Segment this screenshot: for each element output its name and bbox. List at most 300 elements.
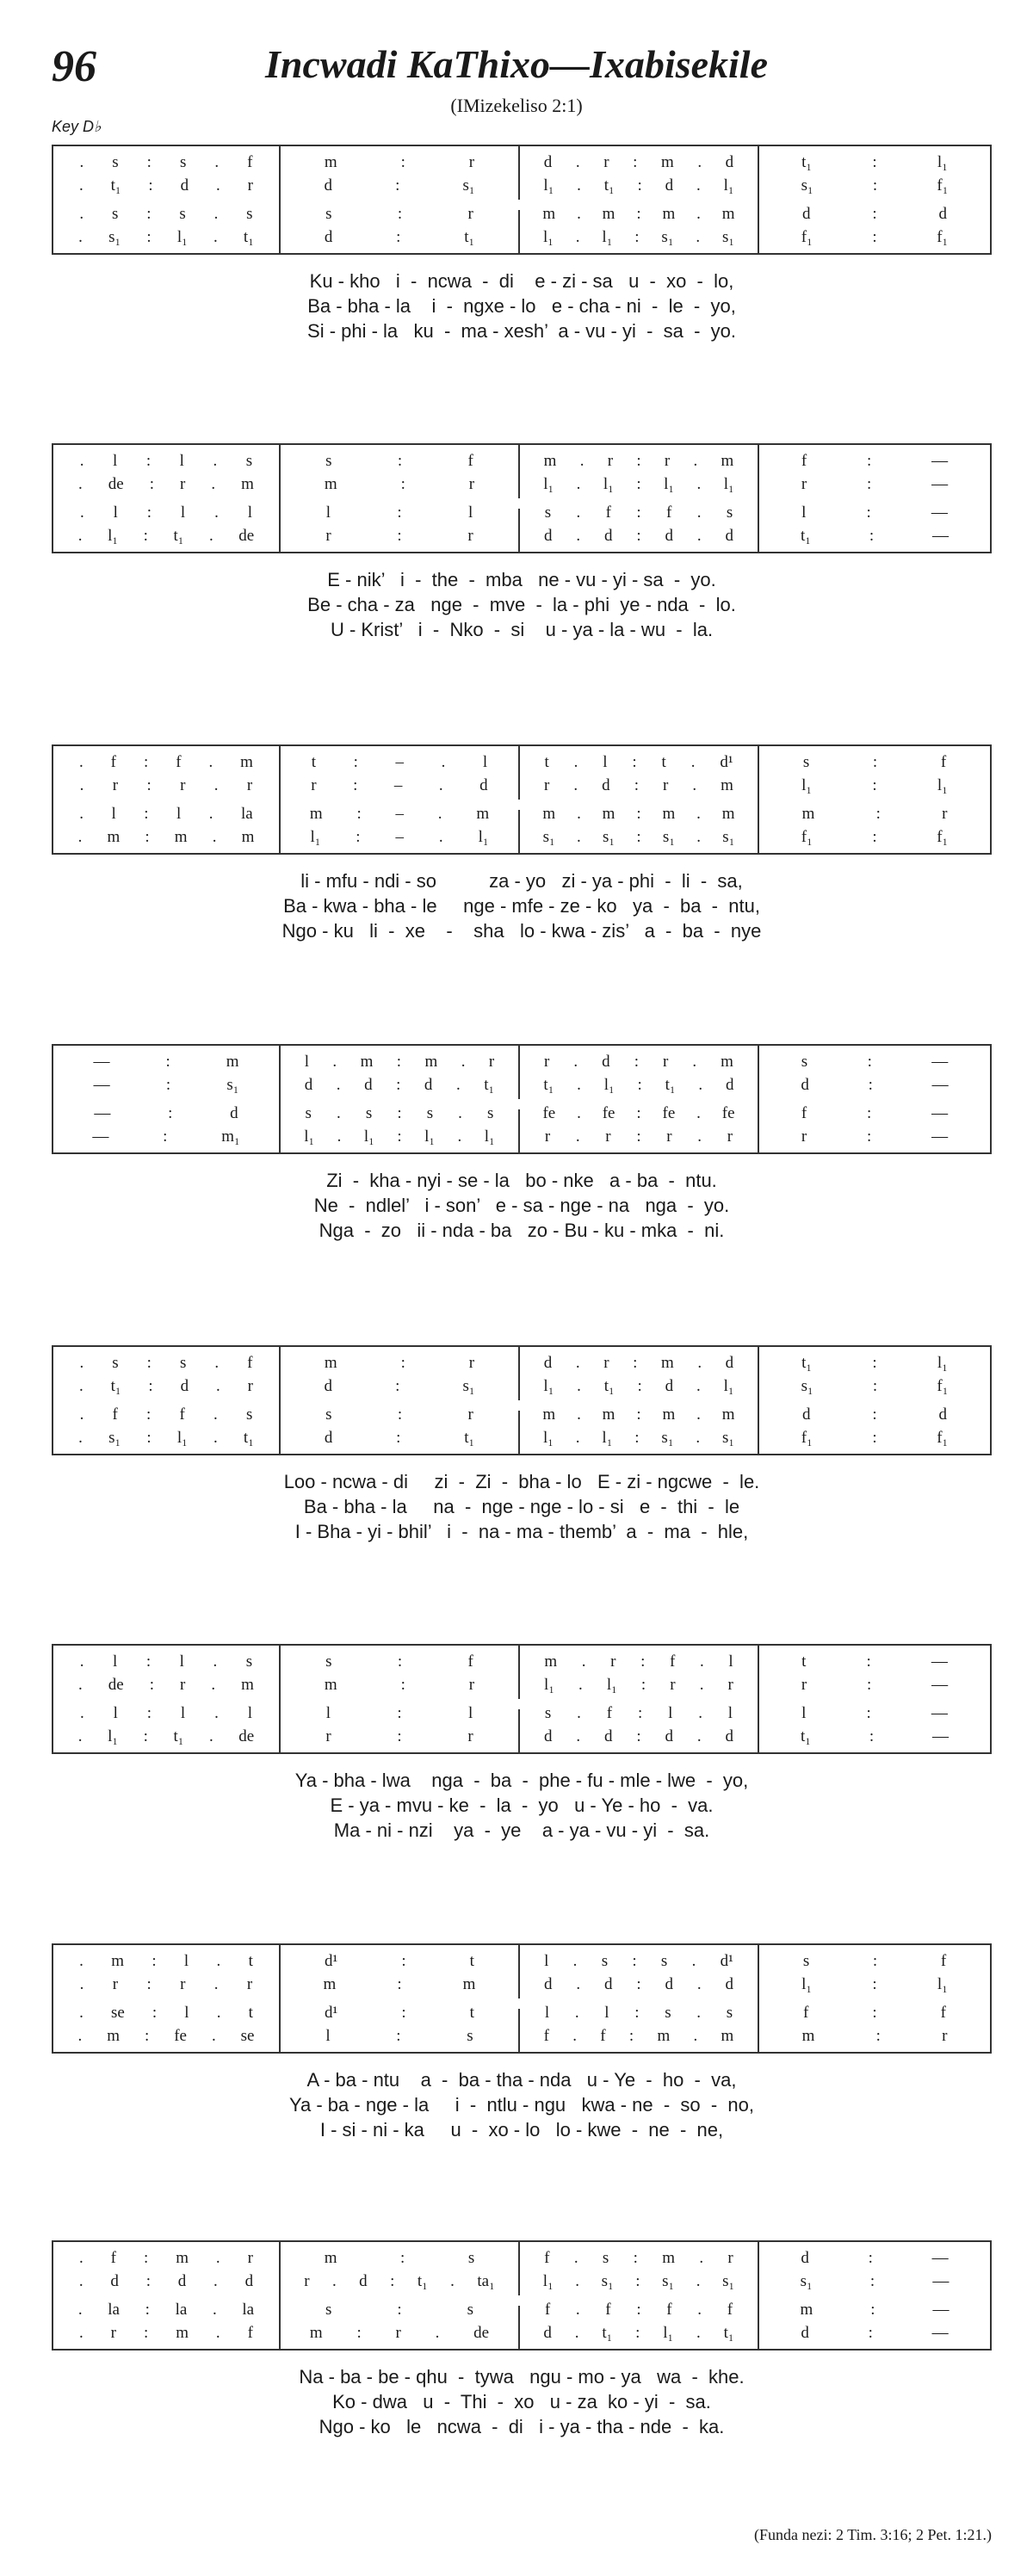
measure-notes bbox=[281, 203, 518, 225]
solfa-token: . bbox=[79, 452, 84, 470]
solfa-token: . bbox=[696, 2004, 702, 2022]
voice-part-row bbox=[53, 1404, 990, 1426]
voice-part-row bbox=[53, 226, 990, 249]
solfa-token: : bbox=[872, 1377, 878, 1395]
solfa-token: . bbox=[696, 1727, 702, 1745]
solfa-token: . bbox=[697, 2301, 702, 2319]
solfa-token: l bbox=[113, 1704, 118, 1722]
solfa-token: . bbox=[78, 2324, 84, 2342]
solfa-token: s bbox=[305, 1104, 312, 1122]
solfa-token: l₁ bbox=[176, 1429, 188, 1447]
solfa-token: r bbox=[801, 475, 807, 493]
solfa-token: : bbox=[400, 153, 405, 171]
solfa-token: . bbox=[79, 1975, 84, 1993]
solfa-token: : bbox=[148, 1377, 153, 1395]
solfa-token: s₁ bbox=[108, 228, 121, 246]
solfa-token: t₁ bbox=[173, 527, 184, 545]
measure-notes bbox=[281, 2322, 518, 2344]
solfa-token: s bbox=[325, 2301, 332, 2319]
measure-notes bbox=[520, 751, 758, 774]
solfa-token: s bbox=[487, 1104, 494, 1122]
music-system bbox=[52, 1044, 992, 1243]
solfa-token: l₁ bbox=[603, 1076, 615, 1094]
solfa-staff bbox=[52, 2240, 992, 2351]
solfa-token: d bbox=[110, 2272, 119, 2290]
solfa-token: l bbox=[180, 1704, 186, 1722]
solfa-staff bbox=[52, 1345, 992, 1455]
solfa-token: l bbox=[113, 1652, 118, 1671]
voice-part-row bbox=[53, 1126, 990, 1148]
measure-notes bbox=[520, 2322, 758, 2344]
solfa-token: : bbox=[867, 1127, 872, 1146]
solfa-token: . bbox=[574, 2324, 579, 2342]
solfa-token: t₁ bbox=[173, 1727, 184, 1745]
solfa-token: . bbox=[208, 1727, 213, 1745]
solfa-token: d bbox=[543, 2324, 552, 2342]
solfa-token: — bbox=[931, 503, 948, 522]
measure-notes bbox=[520, 1126, 758, 1148]
solfa-token: s bbox=[726, 2004, 733, 2022]
solfa-token: . bbox=[438, 776, 443, 794]
solfa-token: . bbox=[575, 1429, 580, 1447]
solfa-token: r bbox=[663, 1053, 669, 1071]
voice-part-row bbox=[53, 2270, 990, 2293]
solfa-token: : bbox=[396, 228, 401, 246]
solfa-token: f bbox=[247, 1354, 253, 1372]
solfa-token: s bbox=[467, 2249, 475, 2267]
solfa-token: d¹ bbox=[325, 1952, 338, 1970]
solfa-token: f bbox=[467, 452, 473, 470]
solfa-token: . bbox=[208, 527, 213, 545]
hymn-number: 96 bbox=[52, 42, 96, 91]
solfa-token: s₁ bbox=[662, 2272, 675, 2290]
solfa-token: d bbox=[180, 1377, 189, 1395]
voice-part-row bbox=[53, 2025, 990, 2048]
measure-notes bbox=[759, 1674, 990, 1696]
measure-notes bbox=[53, 502, 279, 524]
solfa-token: : bbox=[867, 1053, 872, 1071]
solfa-token: : bbox=[637, 1704, 643, 1722]
solfa-token: : bbox=[872, 753, 878, 771]
solfa-token: m bbox=[662, 2249, 676, 2267]
solfa-token: . bbox=[212, 828, 217, 846]
solfa-token: d¹ bbox=[325, 2004, 338, 2022]
solfa-token: . bbox=[576, 828, 581, 846]
solfa-token: d bbox=[543, 527, 553, 545]
solfa-token: . bbox=[216, 1952, 221, 1970]
solfa-token: la bbox=[241, 805, 253, 823]
measure-notes bbox=[759, 1352, 990, 1374]
lyric-line: Be - cha - za nge - mve - la - phi ye - nda - lo. bbox=[307, 594, 736, 615]
solfa-token: d bbox=[424, 1076, 433, 1094]
solfa-token: : bbox=[637, 176, 642, 195]
solfa-token: t₁ bbox=[417, 2272, 428, 2290]
solfa-token: f bbox=[247, 2324, 253, 2342]
solfa-token: t₁ bbox=[110, 1377, 121, 1395]
footnote: (Funda nezi: 2 Tim. 3:16; 2 Pet. 1:21.) bbox=[753, 2526, 992, 2543]
solfa-token: . bbox=[573, 776, 578, 794]
solfa-token: : bbox=[869, 2272, 875, 2290]
voice-part-row bbox=[53, 2322, 990, 2344]
solfa-token: s bbox=[467, 2301, 474, 2319]
solfa-token: l₁ bbox=[801, 776, 813, 794]
solfa-token: l₁ bbox=[363, 1127, 374, 1146]
solfa-token: . bbox=[577, 1377, 581, 1395]
solfa-token: f bbox=[605, 2301, 611, 2319]
solfa-token: — bbox=[931, 2249, 949, 2267]
measure-notes bbox=[281, 450, 518, 473]
solfa-token: . bbox=[78, 228, 83, 246]
solfa-token: m bbox=[324, 1676, 337, 1694]
solfa-token: l bbox=[728, 1652, 733, 1671]
measure-notes bbox=[281, 2002, 518, 2024]
solfa-token: . bbox=[696, 228, 701, 246]
measure-notes bbox=[759, 803, 990, 825]
measure-notes bbox=[53, 1702, 279, 1725]
solfa-token: l bbox=[247, 503, 253, 522]
solfa-token: m bbox=[660, 153, 674, 171]
measure-notes bbox=[53, 1726, 279, 1748]
solfa-token: f bbox=[727, 2301, 733, 2319]
measure-notes bbox=[281, 1103, 518, 1125]
solfa-token: l₁ bbox=[176, 228, 188, 246]
voice-part-row bbox=[53, 525, 990, 547]
solfa-token: m bbox=[542, 205, 556, 223]
solfa-token: r bbox=[246, 1975, 253, 1993]
solfa-token: t₁ bbox=[800, 1727, 811, 1745]
solfa-token: s₁ bbox=[108, 1429, 121, 1447]
solfa-token: . bbox=[438, 828, 443, 846]
solfa-token: r bbox=[607, 452, 614, 470]
solfa-token: l₁ bbox=[542, 228, 554, 246]
solfa-token: t₁ bbox=[801, 153, 813, 171]
solfa-token: s₁ bbox=[722, 2272, 735, 2290]
solfa-token: r bbox=[311, 776, 317, 794]
solfa-token: : bbox=[152, 1952, 157, 1970]
solfa-token: r bbox=[180, 776, 186, 794]
lyrics-block bbox=[52, 1469, 992, 1544]
measure-notes bbox=[759, 1404, 990, 1426]
lyric-line: Ne - ndlel’ i - son’ e - sa - nge - na nga - yo. bbox=[313, 1195, 730, 1216]
solfa-token: . bbox=[572, 1952, 578, 1970]
voice-part-row bbox=[53, 473, 990, 496]
measure-notes bbox=[281, 473, 518, 496]
solfa-token: t bbox=[469, 1952, 474, 1970]
measure-notes bbox=[281, 775, 518, 797]
solfa-token: . bbox=[575, 1127, 580, 1146]
solfa-token: m bbox=[721, 805, 735, 823]
solfa-token: t bbox=[311, 753, 317, 771]
solfa-token: . bbox=[699, 1652, 704, 1671]
solfa-token: . bbox=[573, 2249, 578, 2267]
solfa-token: r bbox=[603, 153, 609, 171]
solfa-token: f bbox=[670, 1652, 676, 1671]
solfa-token: . bbox=[575, 2272, 580, 2290]
solfa-token: f bbox=[179, 1405, 185, 1424]
solfa-token: . bbox=[79, 805, 84, 823]
solfa-token: l bbox=[325, 503, 331, 522]
solfa-token: : bbox=[165, 1076, 171, 1094]
solfa-token: l bbox=[325, 2027, 331, 2045]
measure-notes bbox=[281, 1375, 518, 1398]
solfa-token: l₁ bbox=[801, 1975, 813, 1993]
measure-notes bbox=[53, 826, 279, 849]
lyric-line: Loo - ncwa - di zi - Zi - bha - lo E - zi - ngcwe - le. bbox=[283, 1471, 760, 1492]
solfa-token: : bbox=[397, 1405, 403, 1424]
solfa-token: d bbox=[665, 1727, 673, 1745]
solfa-token: f bbox=[940, 1952, 947, 1970]
solfa-token: — bbox=[94, 1104, 111, 1122]
solfa-token: . bbox=[337, 1104, 341, 1122]
solfa-token: : bbox=[397, 1127, 402, 1146]
measure-notes bbox=[520, 1375, 758, 1398]
measure-notes bbox=[281, 1726, 518, 1748]
solfa-token: : bbox=[143, 2324, 149, 2342]
measure-notes bbox=[281, 151, 518, 174]
solfa-token: f bbox=[247, 153, 253, 171]
measure-notes bbox=[520, 1074, 758, 1096]
solfa-token: l bbox=[247, 1704, 253, 1722]
measure-notes bbox=[759, 203, 990, 225]
solfa-token: m bbox=[241, 1676, 254, 1694]
solfa-token: r bbox=[666, 1127, 672, 1146]
solfa-token: : bbox=[633, 153, 638, 171]
solfa-token: : bbox=[146, 153, 152, 171]
solfa-token: r bbox=[488, 1053, 495, 1071]
solfa-token: r bbox=[304, 2272, 310, 2290]
solfa-token: : bbox=[872, 205, 877, 223]
solfa-token: r bbox=[247, 1377, 253, 1395]
solfa-token: l₁ bbox=[484, 1127, 495, 1146]
solfa-token: t₁ bbox=[801, 1354, 813, 1372]
solfa-token: : bbox=[636, 1104, 641, 1122]
solfa-token: : bbox=[149, 1676, 154, 1694]
solfa-token: d bbox=[324, 1377, 333, 1395]
solfa-token: l bbox=[179, 452, 184, 470]
solfa-token: . bbox=[213, 228, 218, 246]
solfa-token: d bbox=[801, 205, 811, 223]
music-system bbox=[52, 1644, 992, 1843]
solfa-token: s bbox=[325, 1405, 332, 1424]
solfa-token: f bbox=[801, 452, 807, 470]
solfa-token: t₁ bbox=[464, 1429, 475, 1447]
solfa-token: s bbox=[544, 503, 552, 522]
key-signature: Key D♭ bbox=[52, 118, 102, 135]
solfa-token: r bbox=[467, 527, 473, 545]
solfa-token: : bbox=[634, 2004, 640, 2022]
solfa-token: . bbox=[78, 753, 84, 771]
measure-notes bbox=[281, 502, 518, 524]
solfa-token: : bbox=[356, 2324, 362, 2342]
solfa-token: . bbox=[213, 205, 219, 223]
solfa-token: . bbox=[78, 2249, 84, 2267]
solfa-token: . bbox=[215, 2249, 220, 2267]
solfa-token: r bbox=[544, 1053, 550, 1071]
solfa-token: . bbox=[214, 1354, 220, 1372]
solfa-token: t₁ bbox=[464, 228, 475, 246]
solfa-token: . bbox=[698, 1076, 703, 1094]
solfa-token: f₁ bbox=[937, 828, 949, 846]
solfa-token: : bbox=[872, 828, 877, 846]
measure-notes bbox=[281, 1352, 518, 1374]
solfa-token: – bbox=[393, 776, 403, 794]
solfa-token: . bbox=[336, 1076, 341, 1094]
measure-notes bbox=[520, 175, 758, 197]
solfa-token: : bbox=[400, 1676, 405, 1694]
solfa-token: s₁ bbox=[661, 1429, 674, 1447]
solfa-token: — bbox=[931, 1053, 949, 1071]
measure-notes bbox=[759, 525, 990, 547]
solfa-token: se bbox=[110, 2004, 125, 2022]
solfa-token: : bbox=[143, 2249, 149, 2267]
measure-notes bbox=[759, 1974, 990, 1996]
solfa-token: r bbox=[664, 452, 671, 470]
solfa-token: . bbox=[450, 2272, 455, 2290]
solfa-token: l bbox=[482, 753, 488, 771]
solfa-token: m bbox=[226, 1053, 239, 1071]
solfa-token: : bbox=[397, 1975, 402, 1993]
solfa-token: l₁ bbox=[542, 1429, 554, 1447]
solfa-token: — bbox=[931, 452, 949, 470]
lyric-line: Na - ba - be - qhu - tywa ngu - mo - ya wa - khe. bbox=[299, 2366, 745, 2388]
measure-notes bbox=[520, 1651, 758, 1673]
solfa-token: : bbox=[872, 776, 877, 794]
solfa-token: l bbox=[668, 1704, 673, 1722]
solfa-token: : bbox=[143, 753, 149, 771]
solfa-token: l₁ bbox=[543, 475, 554, 493]
solfa-token: . bbox=[79, 1652, 84, 1671]
solfa-token: : bbox=[356, 805, 362, 823]
lyrics-block bbox=[52, 567, 992, 642]
solfa-staff bbox=[52, 1044, 992, 1154]
solfa-token: . bbox=[214, 1704, 219, 1722]
solfa-token: d bbox=[359, 2272, 368, 2290]
solfa-token: . bbox=[458, 1104, 462, 1122]
solfa-token: s₁ bbox=[722, 828, 735, 846]
solfa-token: : bbox=[168, 1104, 173, 1122]
solfa-token: : bbox=[636, 1127, 641, 1146]
voice-part-row bbox=[53, 751, 990, 774]
solfa-token: . bbox=[697, 1354, 702, 1372]
measure-notes bbox=[53, 151, 279, 174]
solfa-token: l₁ bbox=[937, 153, 948, 171]
solfa-token: t bbox=[469, 2004, 474, 2022]
solfa-token: t₁ bbox=[543, 1076, 554, 1094]
solfa-token: m bbox=[309, 2324, 323, 2342]
solfa-token: s bbox=[325, 452, 332, 470]
measure-notes bbox=[53, 1103, 279, 1125]
lyric-line: Ya - ba - nge - la i - ntlu - ngu kwa - ne - so - no, bbox=[288, 2094, 755, 2116]
solfa-token: : bbox=[152, 2004, 158, 2022]
solfa-token: . bbox=[211, 475, 216, 493]
measure-notes bbox=[759, 1051, 990, 1073]
solfa-token: r bbox=[610, 1652, 616, 1671]
solfa-token: l₁ bbox=[424, 1127, 435, 1146]
solfa-token: : bbox=[400, 475, 405, 493]
solfa-token: r bbox=[603, 1354, 609, 1372]
solfa-token: — bbox=[931, 2324, 949, 2342]
measure-notes bbox=[759, 2002, 990, 2024]
solfa-token: d bbox=[938, 1405, 948, 1424]
solfa-token: : bbox=[145, 2272, 151, 2290]
solfa-token: : bbox=[145, 2301, 150, 2319]
voice-part-row bbox=[53, 2247, 990, 2270]
solfa-token: se bbox=[240, 2027, 255, 2045]
solfa-token: — bbox=[92, 1127, 109, 1146]
solfa-token: . bbox=[576, 1727, 581, 1745]
solfa-token: . bbox=[79, 503, 84, 522]
solfa-token: : bbox=[636, 1975, 641, 1993]
solfa-token: l bbox=[544, 2004, 550, 2022]
solfa-token: . bbox=[78, 1676, 83, 1694]
solfa-token: r bbox=[801, 1127, 807, 1146]
solfa-token: d bbox=[603, 1975, 613, 1993]
solfa-token: . bbox=[577, 1704, 581, 1722]
solfa-token: : bbox=[390, 2272, 395, 2290]
solfa-token: m bbox=[107, 828, 121, 846]
solfa-token: s bbox=[802, 753, 810, 771]
solfa-token: : bbox=[632, 1952, 637, 1970]
solfa-token: l bbox=[603, 753, 608, 771]
measure-notes bbox=[281, 1404, 518, 1426]
solfa-token: : bbox=[866, 503, 871, 522]
solfa-token: s bbox=[602, 2249, 609, 2267]
solfa-token: : bbox=[395, 176, 400, 195]
solfa-token: : bbox=[867, 475, 872, 493]
voice-part-row bbox=[53, 502, 990, 524]
solfa-token: . bbox=[77, 2301, 83, 2319]
measure-notes bbox=[520, 203, 758, 225]
solfa-token: m bbox=[324, 2249, 337, 2267]
voice-part-row bbox=[53, 826, 990, 849]
solfa-token: s bbox=[179, 1354, 187, 1372]
measure-notes bbox=[53, 751, 279, 774]
solfa-token: m bbox=[721, 452, 734, 470]
solfa-token: . bbox=[696, 2324, 701, 2342]
solfa-token: m bbox=[111, 1952, 124, 1970]
solfa-token: : bbox=[632, 753, 637, 771]
solfa-token: s bbox=[246, 205, 253, 223]
solfa-token: s bbox=[245, 452, 253, 470]
solfa-token: s bbox=[802, 1952, 810, 1970]
solfa-token: . bbox=[581, 1652, 586, 1671]
lyric-line: A - ba - ntu a - ba - tha - nda u - Ye - ho - va, bbox=[306, 2069, 737, 2091]
solfa-token: : bbox=[400, 2249, 405, 2267]
solfa-token: — bbox=[931, 1676, 949, 1694]
measure-notes bbox=[759, 826, 990, 849]
solfa-token: — bbox=[93, 1076, 110, 1094]
solfa-token: : bbox=[397, 503, 402, 522]
solfa-token: l₁ bbox=[602, 1429, 613, 1447]
measure-notes bbox=[281, 525, 518, 547]
solfa-token: r bbox=[247, 176, 253, 195]
measure-notes bbox=[53, 1674, 279, 1696]
solfa-token: . bbox=[79, 1952, 84, 1970]
voice-part-row bbox=[53, 2002, 990, 2024]
solfa-token: t₁ bbox=[243, 228, 254, 246]
solfa-token: : bbox=[353, 776, 358, 794]
solfa-token: : bbox=[146, 503, 152, 522]
solfa-token: d bbox=[324, 228, 333, 246]
measure-notes bbox=[53, 1404, 279, 1426]
solfa-token: r bbox=[544, 1127, 551, 1146]
lyric-line: Ko - dwa u - Thi - xo u - za ko - yi - sa. bbox=[332, 2391, 711, 2412]
solfa-token: . bbox=[696, 828, 701, 846]
solfa-token: . bbox=[691, 1952, 696, 1970]
solfa-token: . bbox=[698, 1704, 702, 1722]
measure-notes bbox=[53, 1051, 279, 1073]
measure-notes bbox=[53, 775, 279, 797]
